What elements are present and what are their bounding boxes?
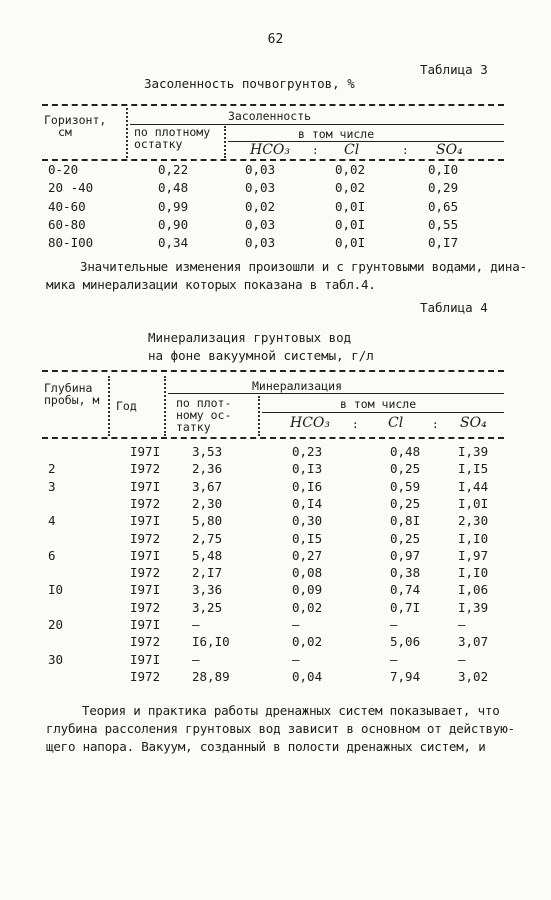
table4-cell-year: I97I bbox=[130, 582, 161, 598]
table3-cell-cl: 0,0I bbox=[335, 235, 366, 251]
table4-cell-dense: 2,36 bbox=[192, 461, 223, 477]
table4-cell-hco3: 0,02 bbox=[292, 634, 323, 650]
table3-cell-dense: 0,48 bbox=[158, 180, 189, 196]
table3-cell-hco3: 0,03 bbox=[245, 180, 276, 196]
t3-header-salinity: Засоленность bbox=[228, 109, 312, 123]
table3-cell-horizon: 60-80 bbox=[48, 216, 86, 232]
table3-cell-dense: 0,22 bbox=[158, 162, 189, 177]
table4-cell-cl: 0,25 bbox=[390, 495, 421, 511]
paragraph2-line2: глубина рассоления грунтовых вод зависит в основном от действую- bbox=[46, 721, 515, 736]
table3-cell-hco3: 0,03 bbox=[245, 162, 276, 177]
table4-cell-dense: – bbox=[192, 651, 200, 667]
table4-cell-year: I97I bbox=[130, 651, 161, 667]
t3-header-dense-1: по плотному bbox=[134, 125, 211, 139]
table4-cell-cl: 0,8I bbox=[390, 513, 421, 529]
table3-label: Таблица 3 bbox=[420, 62, 488, 77]
t3-header-so4: SO₄ bbox=[436, 142, 463, 158]
table4-cell-year: I97I bbox=[130, 478, 161, 494]
table4-cell-hco3: – bbox=[292, 651, 300, 667]
table3-cell-cl: 0,02 bbox=[335, 162, 366, 177]
paragraph1-line2: мика минерализации которых показана в табл.4. bbox=[46, 277, 376, 292]
table4-cell-cl: 0,25 bbox=[390, 530, 421, 546]
table4-cell-year: I97I bbox=[130, 513, 161, 529]
t4-header-so4: SO₄ bbox=[460, 415, 487, 431]
table3-cell-dense: 0,99 bbox=[158, 198, 189, 214]
table3-cell-dense: 0,34 bbox=[158, 235, 189, 251]
t4-header-dense-3: татку bbox=[176, 420, 211, 434]
table3-cell-so4: 0,29 bbox=[428, 180, 459, 196]
t3-header-hco3: HCO₃ bbox=[250, 142, 291, 158]
table4-cell-hco3: 0,09 bbox=[292, 582, 323, 598]
table4-cell-cl: – bbox=[390, 617, 398, 632]
table4-cell-so4: – bbox=[458, 617, 466, 632]
table3-cell-dense: 0,90 bbox=[158, 216, 189, 232]
table4-cell-so4: I,0I bbox=[458, 495, 489, 511]
table3-cell-hco3: 0,02 bbox=[245, 198, 276, 214]
table4-cell-so4: I,97 bbox=[458, 547, 489, 563]
table4-cell-hco3: 0,I4 bbox=[292, 495, 323, 511]
table3-cell-so4: 0,I0 bbox=[428, 162, 459, 177]
t4-header-depth-1: Глубина bbox=[44, 381, 93, 395]
table4-cell-year: I972 bbox=[130, 495, 161, 511]
t3-header-cl: Cl bbox=[344, 142, 360, 158]
table4-cell-dense: – bbox=[192, 617, 200, 632]
table4-cell-so4: I,39 bbox=[458, 444, 489, 459]
t4-header-cl: Cl bbox=[388, 415, 404, 431]
table3-cell-horizon: 0-20 bbox=[48, 162, 79, 177]
table4-cell-dense: 3,67 bbox=[192, 478, 223, 494]
table4-cell-so4: I,I0 bbox=[458, 565, 489, 581]
t3-header-dense-2: остатку bbox=[134, 137, 183, 151]
table4-cell-depth: 30 bbox=[48, 651, 64, 667]
table4-cell-cl: 7,94 bbox=[390, 668, 421, 684]
table3-cell-horizon: 40-60 bbox=[48, 198, 86, 214]
table4-cell-cl: 0,38 bbox=[390, 565, 421, 581]
table3-cell-cl: 0,02 bbox=[335, 180, 366, 196]
table4-title-line2: на фоне вакуумной системы, г/л bbox=[148, 348, 374, 363]
table4-cell-depth: I0 bbox=[48, 582, 64, 598]
table4-cell-year: I972 bbox=[130, 634, 161, 650]
paragraph2-line1: Теория и практика работы дренажных систем показывает, что bbox=[82, 703, 500, 718]
table4-cell-depth: 6 bbox=[48, 547, 56, 563]
t4-header-depth-2: пробы, м bbox=[44, 393, 100, 407]
table4-cell-cl: 0,48 bbox=[390, 444, 421, 459]
table3-cell-cl: 0,0I bbox=[335, 216, 366, 232]
table4-cell-year: I97I bbox=[130, 547, 161, 563]
table4-cell-cl: 0,7I bbox=[390, 599, 421, 615]
table3-cell-hco3: 0,03 bbox=[245, 235, 276, 251]
t4-header-mineralization: Минерализация bbox=[252, 379, 343, 393]
table4-cell-dense: 2,I7 bbox=[192, 565, 223, 581]
table4-cell-hco3: 0,23 bbox=[292, 444, 323, 459]
table4-cell-depth: 2 bbox=[48, 461, 56, 477]
table4-cell-hco3: 0,I6 bbox=[292, 478, 323, 494]
table4-cell-so4: I,I5 bbox=[458, 461, 489, 477]
table3-cell-hco3: 0,03 bbox=[245, 216, 276, 232]
table4-cell-dense: 2,75 bbox=[192, 530, 223, 546]
table4-cell-hco3: 0,I5 bbox=[292, 530, 323, 546]
table4-cell-cl: – bbox=[390, 651, 398, 667]
t4-header-dense-1: по плот- bbox=[176, 396, 232, 410]
table4-cell-depth: 3 bbox=[48, 478, 56, 494]
table4-cell-so4: 2,30 bbox=[458, 513, 489, 529]
table4-cell-so4: I,06 bbox=[458, 582, 489, 598]
table4-cell-so4: 3,02 bbox=[458, 668, 489, 684]
table4-cell-year: I97I bbox=[130, 617, 161, 632]
t4-header-including: в том числе bbox=[340, 397, 417, 411]
table4-cell-year: I972 bbox=[130, 530, 161, 546]
table4-cell-dense: 2,30 bbox=[192, 495, 223, 511]
paragraph2-line3: щего напора. Вакуум, созданный в полости дренажных систем, и bbox=[46, 739, 486, 754]
table3-title: Засоленность почвогрунтов, % bbox=[144, 76, 355, 91]
table3-cell-so4: 0,65 bbox=[428, 198, 459, 214]
table4-cell-cl: 0,74 bbox=[390, 582, 421, 598]
table4-cell-hco3: 0,04 bbox=[292, 668, 323, 684]
table4-cell-hco3: 0,I3 bbox=[292, 461, 323, 477]
table4-cell-hco3: 0,02 bbox=[292, 599, 323, 615]
table3-cell-horizon: 80-I00 bbox=[48, 235, 94, 251]
table4-cell-dense: 5,80 bbox=[192, 513, 223, 529]
table4-cell-hco3: 0,27 bbox=[292, 547, 323, 563]
table4-cell-so4: 3,07 bbox=[458, 634, 489, 650]
table4-cell-hco3: 0,30 bbox=[292, 513, 323, 529]
table4-cell-dense: 3,36 bbox=[192, 582, 223, 598]
t3-header-including: в том числе bbox=[298, 127, 375, 141]
table4-cell-year: I972 bbox=[130, 461, 161, 477]
table4-cell-cl: 0,25 bbox=[390, 461, 421, 477]
table4-cell-cl: 5,06 bbox=[390, 634, 421, 650]
table4-cell-year: I97I bbox=[130, 444, 161, 459]
table4-cell-year: I972 bbox=[130, 668, 161, 684]
t3-header-horizon-unit: см bbox=[58, 125, 72, 139]
table4-cell-dense: 5,48 bbox=[192, 547, 223, 563]
table4-cell-year: I972 bbox=[130, 599, 161, 615]
t4-header-dense-2: ному ос- bbox=[176, 408, 232, 422]
table3-cell-horizon: 20 -40 bbox=[48, 180, 94, 196]
table4-cell-dense: I6,I0 bbox=[192, 634, 230, 650]
table4-cell-dense: 28,89 bbox=[192, 668, 230, 684]
table4-label: Таблица 4 bbox=[420, 300, 488, 315]
table4-cell-so4: I,I0 bbox=[458, 530, 489, 546]
table4-cell-dense: 3,25 bbox=[192, 599, 223, 615]
table4-cell-so4: I,44 bbox=[458, 478, 489, 494]
t3-header-horizon: Горизонт, bbox=[44, 113, 107, 127]
table4-cell-depth: 20 bbox=[48, 617, 64, 632]
table4-cell-so4: I,39 bbox=[458, 599, 489, 615]
table4-cell-depth: 4 bbox=[48, 513, 56, 529]
table3-cell-cl: 0,0I bbox=[335, 198, 366, 214]
table4-cell-hco3: 0,08 bbox=[292, 565, 323, 581]
t4-header-hco3: HCO₃ bbox=[290, 415, 331, 431]
page-number: 62 bbox=[267, 32, 284, 47]
paragraph1-line1: Значительные изменения произошли и с грунтовыми водами, дина- bbox=[80, 259, 527, 274]
table3-cell-so4: 0,55 bbox=[428, 216, 459, 232]
table3-cell-so4: 0,I7 bbox=[428, 235, 459, 251]
table4-cell-dense: 3,53 bbox=[192, 444, 223, 459]
t4-header-year: Год bbox=[116, 399, 137, 413]
table4-cell-so4: – bbox=[458, 651, 466, 667]
table4-cell-cl: 0,59 bbox=[390, 478, 421, 494]
table4-cell-cl: 0,97 bbox=[390, 547, 421, 563]
table4-title-line1: Минерализация грунтовых вод bbox=[148, 330, 352, 345]
table4-cell-hco3: – bbox=[292, 617, 300, 632]
table4-cell-year: I972 bbox=[130, 565, 161, 581]
